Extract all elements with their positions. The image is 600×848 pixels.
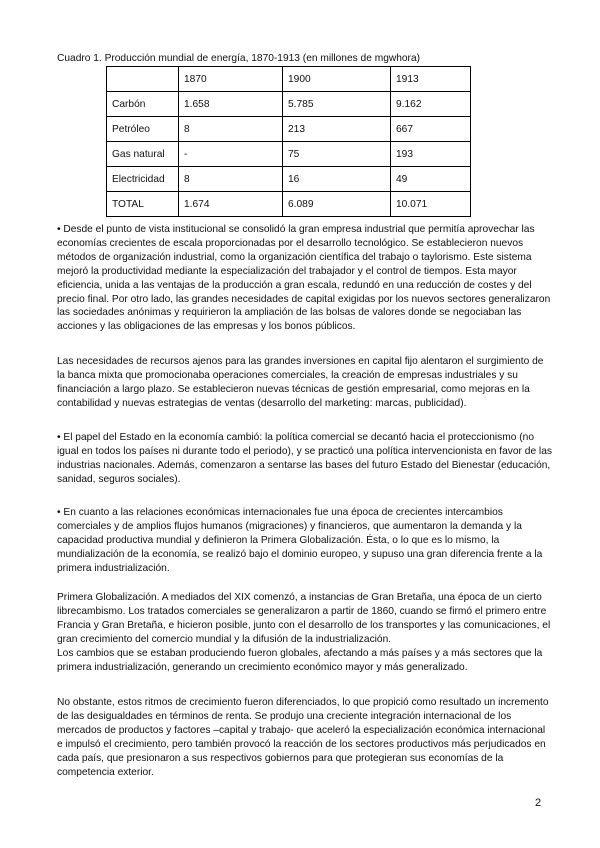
page-number: 2: [535, 797, 542, 809]
table-cell: Electricidad: [107, 167, 179, 192]
table-cell: 1.658: [179, 92, 283, 117]
table-cell: 10.071: [391, 192, 471, 217]
table-header-cell: 1913: [391, 67, 471, 92]
table-cell: 1.674: [179, 192, 283, 217]
paragraph-international-relations: • En cuanto a las relaciones económicas internacionales fue una época de crecientes intercambios comerciales y de amplios flujos humanos (migraciones) y financieros, que aumentaron la demanda y la capacidad productiva mundial y definieron la Primera Globalización. Ésta, o lo que es lo mismo, la mundialización de la economía, se realizó bajo el dominio europeo, y supuso una gran diferencia frente a la primera industrialización.: [57, 507, 543, 574]
table-total-row: [107, 192, 471, 217]
table-cell: 5.785: [283, 92, 391, 117]
table-header-cell: [107, 67, 179, 92]
paragraph-inequality: No obstante, estos ritmos de crecimiento fueron diferenciados, lo que propició como resultado un incremento de las desigualdades en términos de renta. Se produjo una creciente integración internacional de los mercados de productos y factores –capital y trabajo- que aceleró la especialización económica internacional e impulsó el crecimiento, pero también provocó la reacción de los sectores productivos más perjudicados en cada país, que presionaron a sus respectivos gobiernos para que protegieran sus economías de la competencia exterior.: [57, 697, 549, 778]
table-cell: 8: [179, 117, 283, 142]
table-cell: 213: [283, 117, 391, 142]
table-cell: Carbón: [107, 92, 179, 117]
table-cell: 16: [283, 167, 391, 192]
table-cell: 667: [391, 117, 471, 142]
paragraph-state-role: • El papel del Estado en la economía cambió: la política comercial se decantó hacia el proteccionismo (no igual en todos los países ni durante todo el periodo), y se practicó una política intervencionista en favor de las industrias nacionales. Además, comenzaron a sentarse las bases del futuro Estado del Bienestar (educación, sanidad, seguros sociales).: [57, 432, 552, 485]
paragraph-banking: Las necesidades de recursos ajenos para las grandes inversiones en capital fijo alentaron el surgimiento de la banca mixta que promocionaba operaciones comerciales, la creación de empresas industriales y su financiación a largo plazo. Se establecieron nuevas técnicas de gestión empresarial, como mejoras en la contabilidad y nuevas estrategias de ventas (desarrollo del marketing: marcas, publicidad).: [57, 356, 544, 409]
paragraph-global-changes: Los cambios que se estaban produciendo fueron globales, afectando a más países y a más sectores que la primera industrialización, generando un crecimiento económico mayor y más generalizado.: [57, 648, 543, 673]
table-cell: -: [179, 142, 283, 167]
table-row: [107, 142, 471, 167]
table-cell: 8: [179, 167, 283, 192]
table-cell: TOTAL: [107, 192, 179, 217]
table-cell: 193: [391, 142, 471, 167]
table-cell: 9.162: [391, 92, 471, 117]
table-row: [107, 117, 471, 142]
table-cell: 75: [283, 142, 391, 167]
table-cell: Gas natural: [107, 142, 179, 167]
paragraph-first-globalization: Primera Globalización. A mediados del XIX comenzó, a instancias de Gran Bretaña, una época de un cierto librecambismo. Los tratados comerciales se generalizaron a partir de 1860, cuando se firmó el primero entre Francia y Gran Bretaña, e hicieron posible, junto con el desarrollo de los transportes y las comunicaciones, el gran crecimiento del comercio mundial y la difusión de la industrialización.: [57, 592, 551, 645]
table-cell: 49: [391, 167, 471, 192]
table-row: [107, 92, 471, 117]
table-header-cell: 1870: [179, 67, 283, 92]
table-row: [107, 167, 471, 192]
paragraph-institutional: • Desde el punto de vista institucional se consolidó la gran empresa industrial que permitía aprovechar las economías crecientes de escala proporcionadas por el desarrollo tecnológico. Se establecieron nuevos métodos de organización industrial, como la organización científica del trabajo o taylorismo. Este sistema mejoró la productividad mediante la especialización del trabajador y el control de tiempos. Esta mayor eficiencia, unida a las ventajas de la producción a gran escala, redundó en una reducción de costes y del precio final. Por otro lado, las grandes necesidades de capital exigidas por los nuevos sectores generalizaron las sociedades anónimas y requirieron la ampliación de las bolsas de valores donde se negociaban las acciones y las obligaciones de las empresas y los bonos públicos.: [57, 224, 551, 333]
table-cell: Petróleo: [107, 117, 179, 142]
table-caption: Cuadro 1. Producción mundial de energía, 1870-1913 (en millones de mgwhora): [57, 53, 421, 64]
table-header-cell: 1900: [283, 67, 391, 92]
energy-production-table: [106, 66, 471, 217]
table-header-row: [107, 67, 471, 92]
table-cell: 6.089: [283, 192, 391, 217]
